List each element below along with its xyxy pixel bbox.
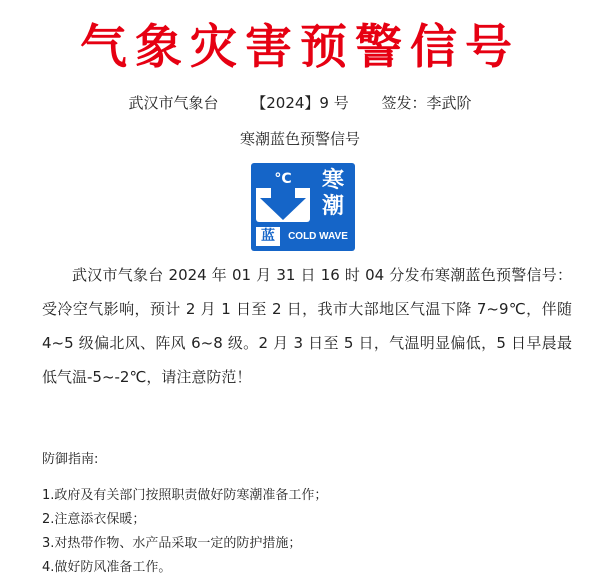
document-meta	[0, 92, 600, 113]
list-item: 1.政府及有关部门按照职责做好防寒潮准备工作；	[42, 488, 328, 503]
cold-wave-blue-signal-icon	[251, 163, 355, 251]
guide-list	[42, 484, 327, 580]
list-item: 2.注意添衣保暖；	[42, 512, 146, 527]
doc-number: 【2024】9 号	[251, 94, 349, 112]
guide-heading: 防御指南:	[42, 452, 99, 467]
down-arrow-icon	[256, 168, 310, 222]
level-badge: 蓝	[256, 227, 280, 246]
celsius-symbol: °C	[274, 171, 292, 187]
cold-wave-label: COLD WAVE	[288, 231, 348, 242]
warning-body: 武汉市气象台 2024 年 01 月 31 日 16 时 04 分发布寒潮蓝色预警信号：受冷空气影响，预计 2 月 1 日至 2 日，我市大部地区气温下降 7~9℃，伴随 4~5 级偏北风、阵风 6~8 级。2 月 3 日至 5 日，气温明显偏低，5 日早晨最低气温-5~-2℃，请注意防范！	[42, 266, 572, 386]
list-item: 4.做好防风准备工作。	[42, 560, 172, 575]
issuer: 武汉市气象台	[128, 94, 219, 112]
list-item: 3.对热带作物、水产品采取一定的防护措施；	[42, 536, 302, 551]
signer: 签发：李武阶	[381, 94, 472, 112]
cold-wave-chars: 寒潮	[321, 168, 344, 219]
page-title: 气象灾害预警信号	[80, 20, 520, 75]
signal-name: 寒潮蓝色预警信号	[239, 130, 360, 148]
